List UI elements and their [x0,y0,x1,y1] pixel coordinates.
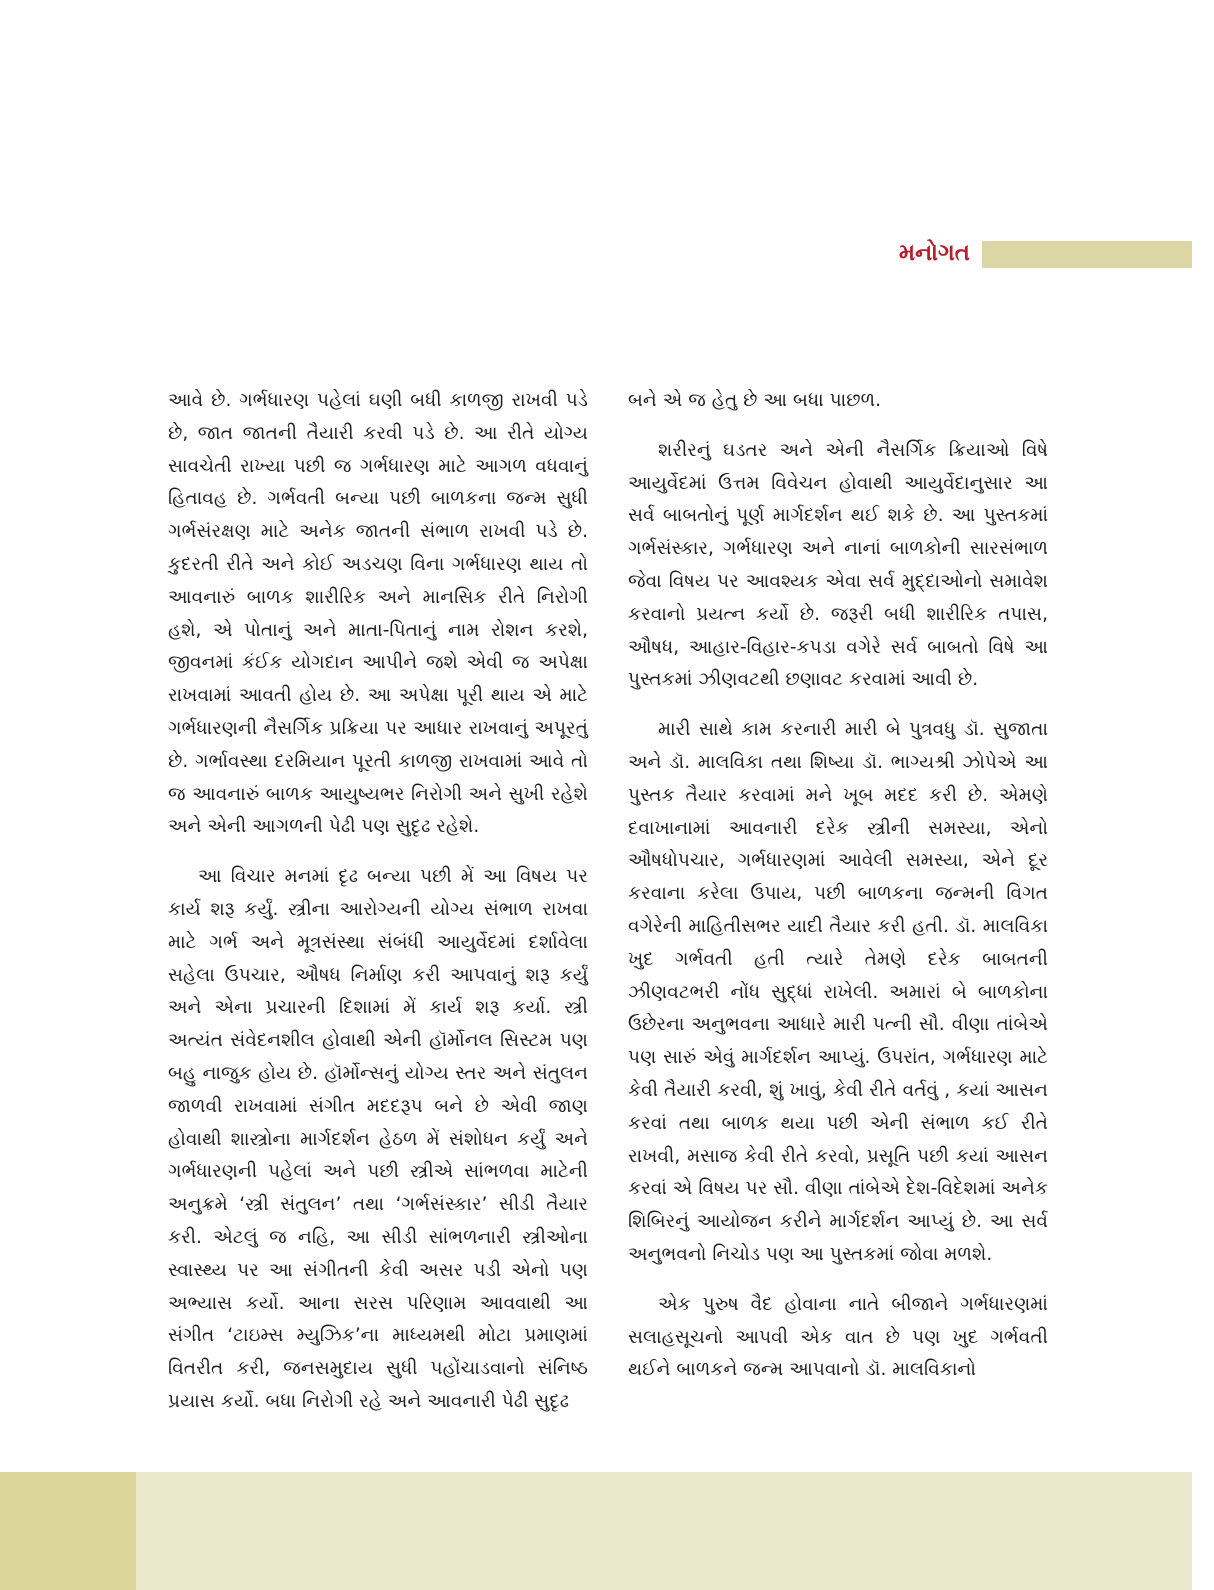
paragraph: મારી સાથે કામ કરનારી મારી બે પુત્રવધુ ડૉ. સુજાતા અને ડૉ. માલવિકા તથા શિષ્યા ડૉ. ભાગ્યશ્રી ઝોપેએ આ પુસ્તક તૈયાર કરવામાં મને ખૂબ મદદ કરી છે. એમણે દવાખાનામાં આવનારી દરેક સ્ત્રીની સમસ્યા, એનો ઔષધોપચાર, ગર્ભધારણમાં આવેલી સમસ્યા, એને દૂર કરવાના કરેલા ઉપાય, પછી બાળકના જન્મની વિગત વગેરેની માહિતીસભર યાદી તૈયાર કરી હતી. ડૉ. માલવિકા ખુદ ગર્ભવતી હતી ત્યારે તેમણે દરેક બાબતની ઝીણવટભરી નોંધ સુદ્ધાં રાખેલી. અમારાં બે બાળકોના ઉછેરના અનુભવના આધારે મારી પત્ની સૌ. વીણા તાંબેએ પણ સારું એવું માર્ગદર્શન આપ્યું. ઉપરાંત, ગર્ભધારણ માટે કેવી તૈયારી કરવી, શું ખાવું, કેવી રીતે વર્તવું , કયાં આસન કરવાં તથા બાળક થયા પછી એની સંભાળ કઈ રીતે રાખવી, મસાજ કેવી રીતે કરવો, પ્રસૂતિ પછી કયાં આસન કરવાં એ વિષય પર સૌ. વીણા તાંબેએ દેશ-વિદેશમાં અનેક શિબિરનું આયોજન કરીને માર્ગદર્શન આપ્યું છે. આ સર્વ અનુભવનો નિચોડ પણ આ પુસ્તકમાં જોવા મળશે. [628,719,1048,1265]
right-column [628,385,1048,1387]
section-title: મનોગત [898,240,970,266]
paragraph: આવે છે. ગર્ભધારણ પહેલાં ઘણી બધી કાળજી રાખવી પડે છે, જાત જાતની તૈયારી કરવી પડે છે. આ રીતે યોગ્ય સાવચેતી રાખ્યા પછી જ ગર્ભધારણ માટે આગળ વધવાનું હિતાવહ છે. ગર્ભવતી બન્યા પછી બાળકના જન્મ સુધી ગર્ભસંરક્ષણ માટે અનેક જાતની સંભાળ રાખવી પડે છે. કુદરતી રીતે અને કોઈ અડચણ વિના ગર્ભધારણ થાય તો આવનારું બાળક શારીરિક અને માનસિક રીતે નિરોગી હશે, એ પોતાનું અને માતા-પિતાનું નામ રોશન કરશે, જીવનમાં કંઈક યોગદાન આપીને જશે એવી જ અપેક્ષા રાખવામાં આવતી હોય છે. આ અપેક્ષા પૂરી થાય એ માટે ગર્ભધારણની નૈસર્ગિક પ્રક્રિયા પર આધાર રાખવાનું અપૂરતું છે. ગર્ભાવસ્થા દરમિયાન પૂરતી કાળજી રાખવામાં આવે તો જ આવનારું બાળક આયુષ્યભર નિરોગી અને સુખી રહેશે અને એની આગળની પેઢી પણ સુદૃઢ રહેશે. [168,390,588,838]
footer-accent-block [0,1472,136,1590]
footer-band [0,1472,1192,1590]
paragraph: બને એ જ હેતુ છે આ બધા પાછળ. [628,390,881,411]
paragraph: આ વિચાર મનમાં દૃઢ બન્યા પછી મેં આ વિષય પર કાર્ય શરૂ કર્યું. સ્ત્રીના આરોગ્યની યોગ્ય સંભાળ રાખવા માટે ગર્ભ અને મૂત્રસંસ્થા સંબંધી આયુર્વેદમાં દર્શાવેલા સહેલા ઉપચાર, ઔષધ નિર્માણ કરી આપવાનું શરૂ કર્યું અને એના પ્રચારની દિશામાં મેં કાર્ય શરૂ કર્યા. સ્ત્રી અત્યંત સંવેદનશીલ હોવાથી એની હૉર્મોનલ સિસ્ટમ પણ બહુ નાજુક હોય છે. હૉર્મોન્સનું યોગ્ય સ્તર અને સંતુલન જાળવી રાખવામાં સંગીત મદદરૂપ બને છે એવી જાણ હોવાથી શાસ્ત્રોના માર્ગદર્શન હેઠળ મેં સંશોધન કર્યું અને ગર્ભધારણની પહેલાં અને પછી સ્ત્રીએ સાંભળવા માટેની અનુક્રમે ‘સ્ત્રી સંતુલન’ તથા ‘ગર્ભસંસ્કાર’ સીડી તૈયાર કરી. એટલું જ નહિ, આ સીડી સાંભળનારી સ્ત્રીઓના સ્વાસ્થ્ય પર આ સંગીતની કેવી અસર પડી એનો પણ અભ્યાસ કર્યો. આના સરસ પરિણામ આવવાથી આ સંગીત ‘ટાઇમ્સ મ્યુઝિક’ના માધ્યમથી મોટા પ્રમાણમાં વિતરીત કરી, જનસમુદાય સુધી પહોંચાડવાનો સંનિષ્ઠ પ્રયાસ કર્યો. બધા નિરોગી રહે અને આવનારી પેઢી સુદૃઢ [168,866,588,1412]
header-decorative-bar [982,241,1192,268]
left-column [168,385,588,1419]
paragraph: એક પુરુષ વૈદ હોવાના નાતે બીજાને ગર્ભધારણમાં સલાહસૂચનો આપવી એક વાત છે પણ ખુદ ગર્ભવતી થઈને બાળકને જન્મ આપવાનો ડૉ. માલવિકાનો [628,1293,1048,1381]
paragraph: શરીરનું ઘડતર અને એની નૈસર્ગિક ક્રિયાઓ વિષે આયુર્વેદમાં ઉત્તમ વિવેચન હોવાથી આયુર્વેદાનુસાર આ સર્વ બાબતોનું પૂર્ણ માર્ગદર્શન થઈ શકે છે. આ પુસ્તકમાં ગર્ભસંસ્કાર, ગર્ભધારણ અને નાનાં બાળકોની સારસંભાળ જેવા વિષય પર આવશ્યક એવા સર્વ મુદ્દાઓનો સમાવેશ કરવાનો પ્રયત્ન કર્યો છે. જરૂરી બધી શારીરિક તપાસ, ઔષધ, આહાર-વિહાર-કપડા વગેરે સર્વ બાબતો વિષે આ પુસ્તકમાં ઝીણવટથી છણાવટ કરવામાં આવી છે. [628,439,1048,691]
